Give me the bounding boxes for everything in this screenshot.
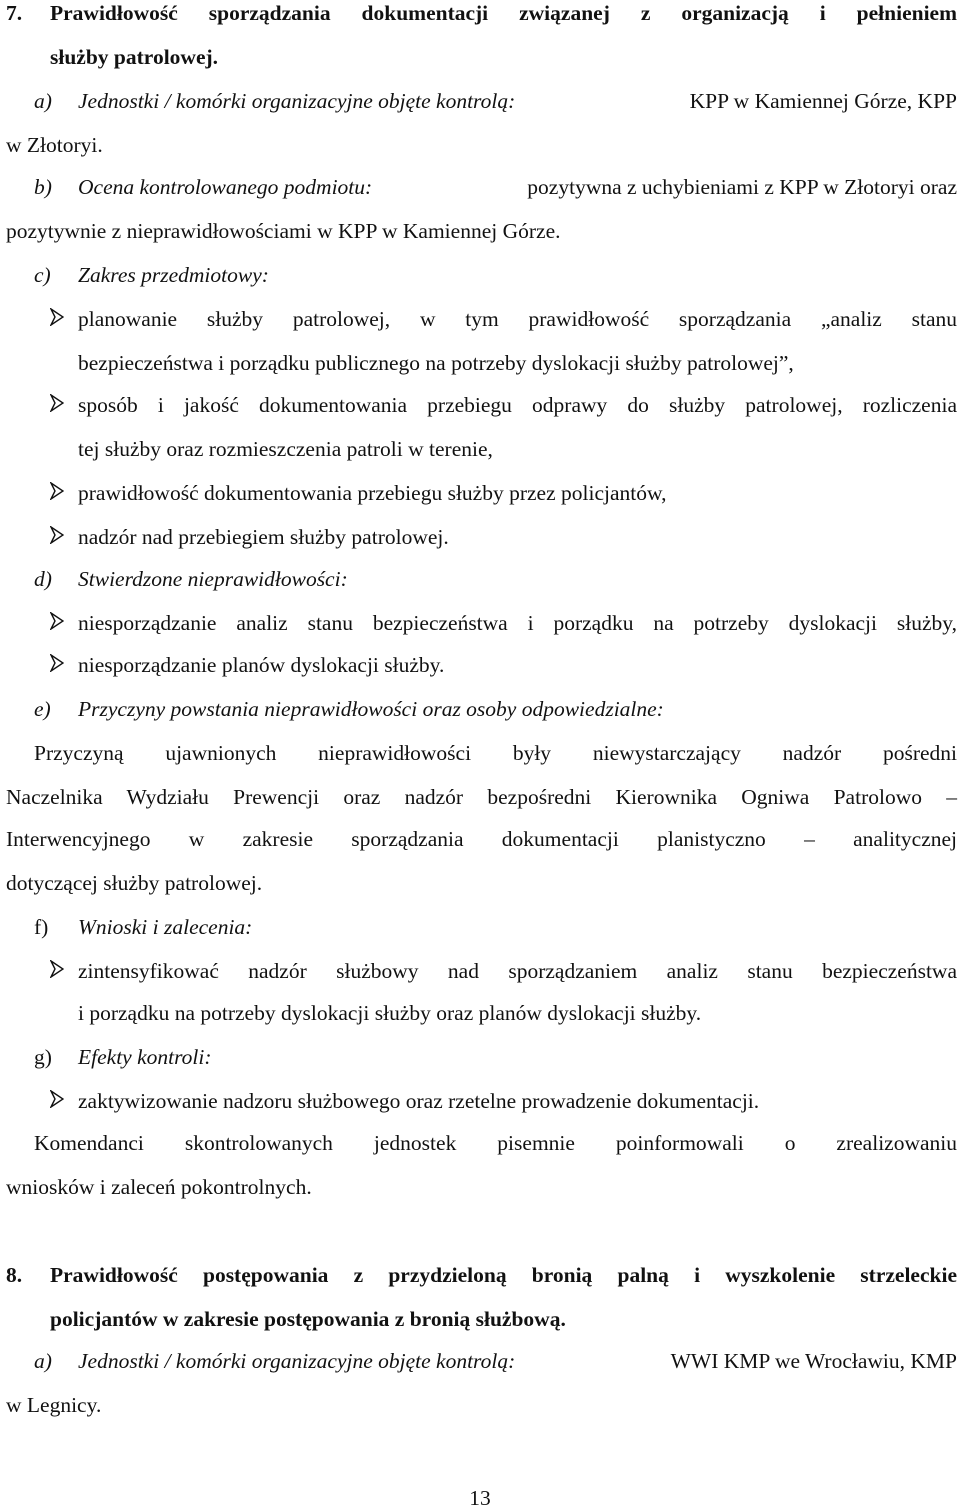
item-b-text-1: pozytywna z uchybieniami z KPP w Złotoryi oraz bbox=[527, 175, 957, 199]
s8-item-a-text-1: WWI KMP we Wrocławiu, KMP bbox=[670, 1349, 957, 1373]
section-7-title-line-2: służby patrolowej. bbox=[50, 45, 219, 69]
section-7-number: 7. bbox=[6, 1, 23, 25]
s8-item-a-line-1 bbox=[78, 1348, 957, 1374]
scope-item-2-line-1: sposób i jakość dokumentowania przebiegu odprawy do służby patrolowej, rozliczenia bbox=[78, 393, 957, 417]
scope-item-1-line-1: planowanie służby patrolowej, w tym prawidłowość sporządzania „analiz stanu bbox=[78, 307, 957, 331]
item-b-label: b) bbox=[34, 175, 52, 199]
item-g-label: g) bbox=[34, 1045, 52, 1069]
scope-item-3: prawidłowość dokumentowania przebiegu służby przez policjantów, bbox=[78, 481, 667, 505]
arrowhead-bullet-icon bbox=[50, 960, 64, 978]
cause-paragraph-line-4: dotyczącej służby patrolowej. bbox=[6, 871, 263, 895]
item-e-label: e) bbox=[34, 697, 51, 721]
section-7-title-line-1: Prawidłowość sporządzania dokumentacji związanej z organizacją i pełnieniem bbox=[50, 1, 957, 25]
section-8-title-line-2: policjantów w zakresie postępowania z bronią służbową. bbox=[50, 1307, 566, 1331]
item-a-heading: Jednostki / komórki organizacyjne objęte kontrolą: bbox=[78, 89, 516, 113]
s8-item-a-label: a) bbox=[34, 1349, 52, 1373]
finding-item-1: niesporządzanie analiz stanu bezpieczeństwa i porządku na potrzeby dyslokacji służby, bbox=[78, 611, 957, 635]
item-f-label: f) bbox=[34, 915, 49, 939]
recommendation-line-2: i porządku na potrzeby dyslokacji służby oraz planów dyslokacji służby. bbox=[78, 1001, 702, 1025]
item-a-text-1: KPP w Kamiennej Górze, KPP bbox=[689, 89, 957, 113]
item-c-label: c) bbox=[34, 263, 51, 287]
s8-item-a-heading: Jednostki / komórki organizacyjne objęte kontrolą: bbox=[78, 1349, 516, 1373]
scope-item-2-line-2: tej służby oraz rozmieszczenia patroli w terenie, bbox=[78, 437, 493, 461]
item-d-label: d) bbox=[34, 567, 52, 591]
item-b-heading: Ocena kontrolowanego podmiotu: bbox=[78, 175, 373, 199]
control-effect-item: zaktywizowanie nadzoru służbowego oraz rzetelne prowadzenie dokumentacji. bbox=[78, 1089, 760, 1113]
item-g-heading: Efekty kontroli: bbox=[78, 1045, 212, 1069]
scope-item-4: nadzór nad przebiegiem służby patrolowej. bbox=[78, 525, 449, 549]
section-8-title-line-1: Prawidłowość postępowania z przydzieloną bronią palną i wyszkolenie strzeleckie bbox=[50, 1263, 957, 1287]
arrowhead-bullet-icon bbox=[50, 482, 64, 500]
recommendation-line-1: zintensyfikować nadzór służbowy nad sporządzaniem analiz stanu bezpieczeństwa bbox=[78, 959, 957, 983]
s8-item-a-text-2: w Legnicy. bbox=[6, 1393, 102, 1417]
arrowhead-bullet-icon bbox=[50, 394, 64, 412]
section-8-number: 8. bbox=[6, 1263, 23, 1287]
item-f-heading: Wnioski i zalecenia: bbox=[78, 915, 253, 939]
closing-line-2: wniosków i zaleceń pokontrolnych. bbox=[6, 1175, 312, 1199]
arrowhead-bullet-icon bbox=[50, 654, 64, 672]
cause-paragraph-line-1: Przyczyną ujawnionych nieprawidłowości były niewystarczający nadzór pośredni bbox=[34, 741, 957, 765]
item-c-heading: Zakres przedmiotowy: bbox=[78, 263, 269, 287]
item-b-text-2: pozytywnie z nieprawidłowościami w KPP w Kamiennej Górze. bbox=[6, 219, 561, 243]
arrowhead-bullet-icon bbox=[50, 1090, 64, 1108]
page-number: 13 bbox=[469, 1486, 491, 1510]
item-a-line-1 bbox=[78, 88, 957, 114]
item-b-line-1 bbox=[78, 174, 957, 200]
cause-paragraph-line-3: Interwencyjnego w zakresie sporządzania dokumentacji planistyczno – analitycznej bbox=[6, 827, 957, 851]
finding-item-2: niesporządzanie planów dyslokacji służby. bbox=[78, 653, 445, 677]
closing-line-1: Komendanci skontrolowanych jednostek pisemnie poinformowali o zrealizowaniu bbox=[34, 1131, 957, 1155]
arrowhead-bullet-icon bbox=[50, 526, 64, 544]
item-a-label: a) bbox=[34, 89, 52, 113]
item-d-heading: Stwierdzone nieprawidłowości: bbox=[78, 567, 348, 591]
arrowhead-bullet-icon bbox=[50, 308, 64, 326]
cause-paragraph-line-2: Naczelnika Wydziału Prewencji oraz nadzór bezpośredni Kierownika Ogniwa Patrolowo – bbox=[6, 785, 957, 809]
item-a-text-2: w Złotoryi. bbox=[6, 133, 103, 157]
arrowhead-bullet-icon bbox=[50, 612, 64, 630]
scope-item-1-line-2: bezpieczeństwa i porządku publicznego na potrzeby dyslokacji służby patrolowej”, bbox=[78, 351, 794, 375]
item-e-heading: Przyczyny powstania nieprawidłowości oraz osoby odpowiedzialne: bbox=[78, 697, 664, 721]
